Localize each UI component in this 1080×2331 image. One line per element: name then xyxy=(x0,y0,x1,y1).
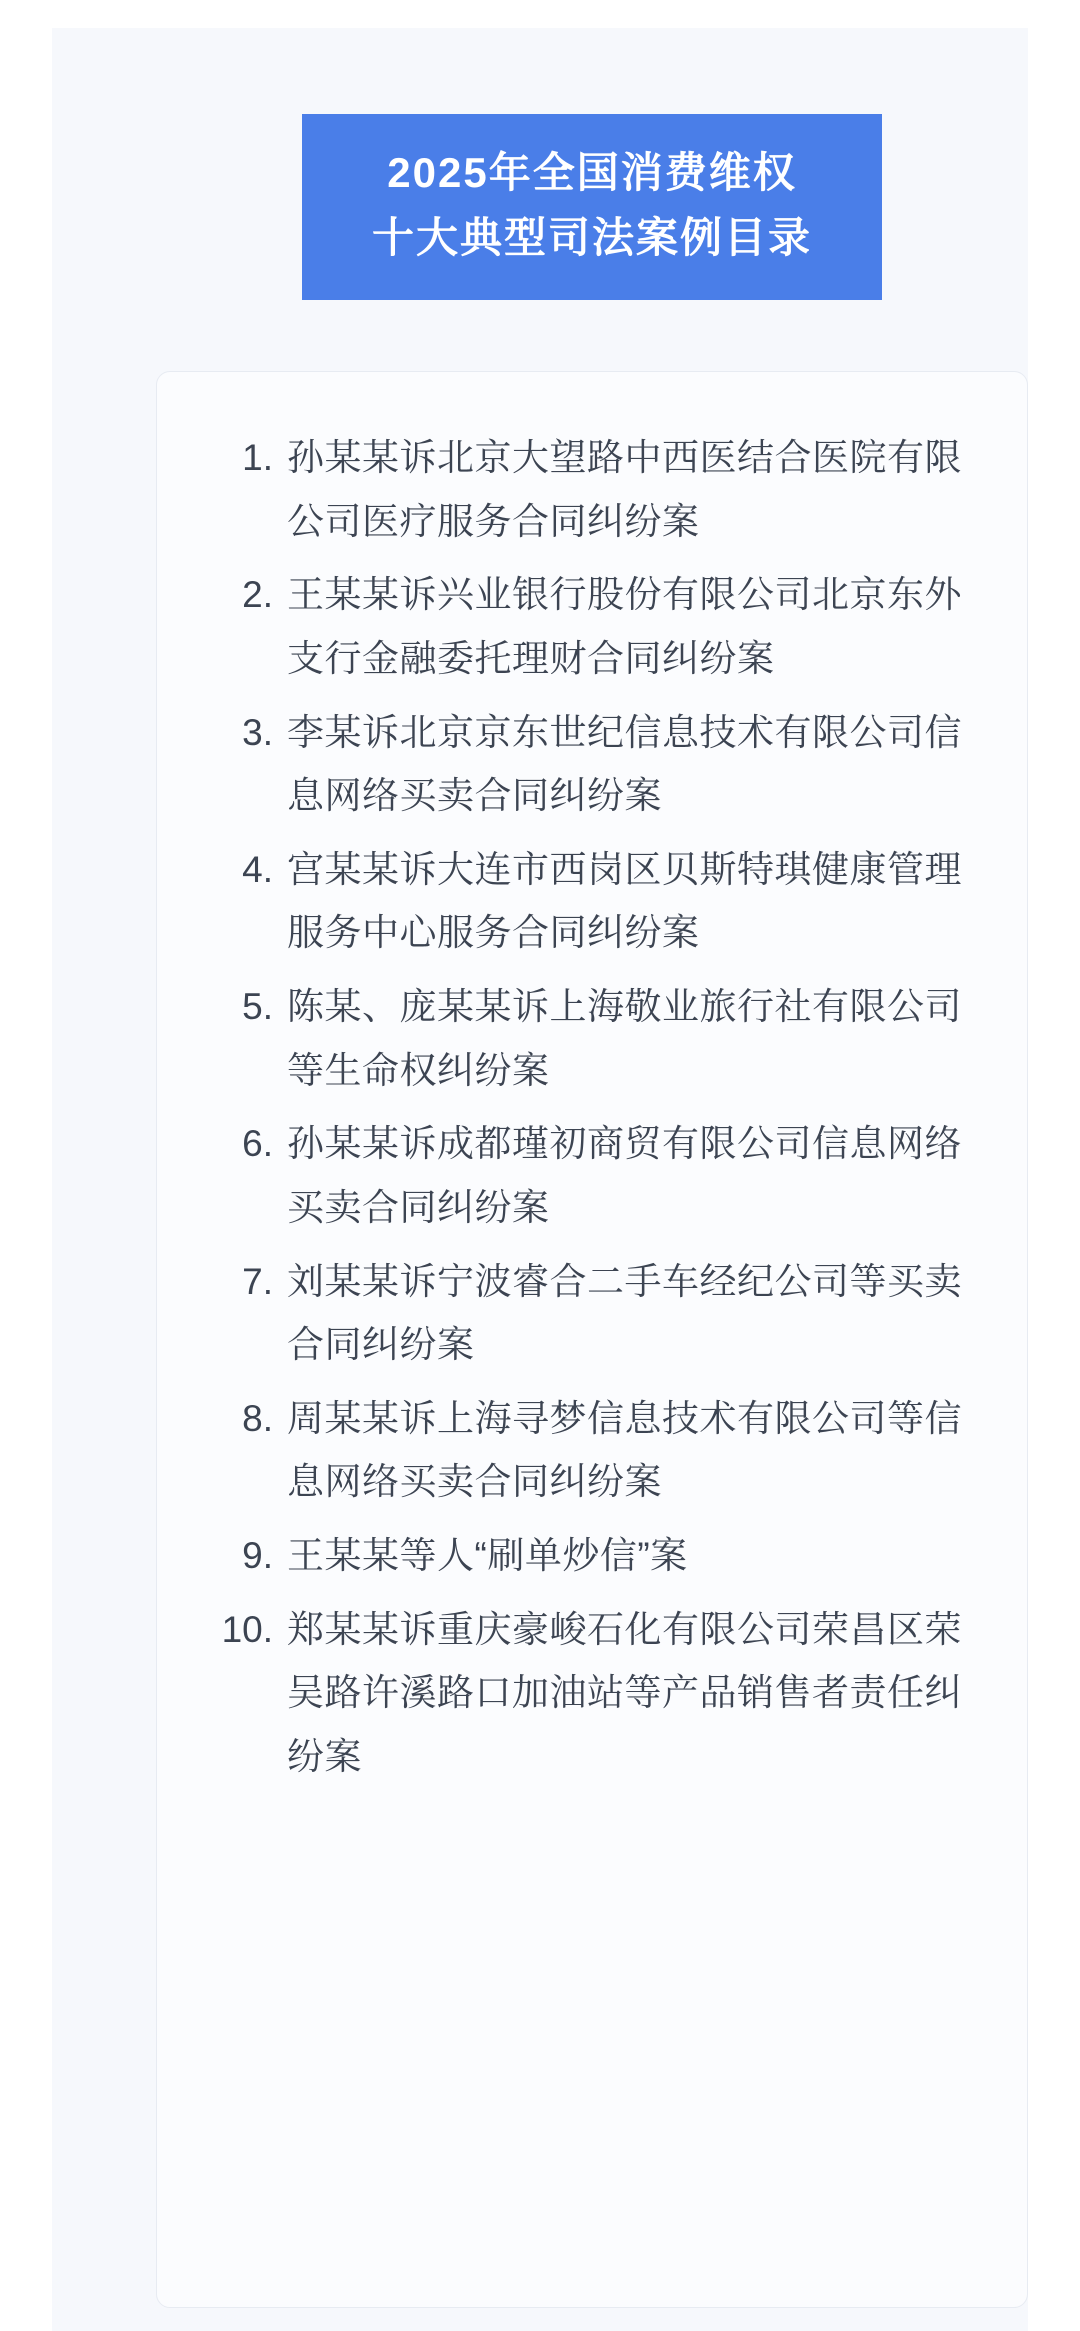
list-item-label: 李某诉北京京东世纪信息技术有限公司信息网络买卖合同纠纷案 xyxy=(287,711,962,817)
list-item-label: 陈某、庞某某诉上海敬业旅行社有限公司等生命权纠纷案 xyxy=(287,986,962,1091)
list-item-number: 5. xyxy=(242,986,273,1027)
list-item-number: 2. xyxy=(242,574,273,616)
list-item-label: 宫某某诉大连市西岗区贝斯特琪健康管理服务中心服务合同纠纷案 xyxy=(287,848,962,954)
list-item xyxy=(205,701,979,828)
list-item xyxy=(205,838,979,965)
list-item xyxy=(205,563,979,690)
list-item-number: 4. xyxy=(242,848,273,890)
list-item xyxy=(205,1250,979,1377)
list-item-label: 刘某某诉宁波睿合二手车经纪公司等买卖合同纠纷案 xyxy=(287,1260,962,1366)
list-item-number: 1. xyxy=(242,437,273,478)
document-title-banner xyxy=(302,114,882,300)
list-item-label: 孙某某诉成都瑾初商贸有限公司信息网络买卖合同纠纷案 xyxy=(287,1123,962,1228)
list-item xyxy=(205,975,979,1102)
list-item-number: 3. xyxy=(242,711,273,753)
case-list xyxy=(157,372,1027,1789)
list-item-label: 王某某诉兴业银行股份有限公司北京东外支行金融委托理财合同纠纷案 xyxy=(287,574,962,679)
list-item xyxy=(205,1112,979,1239)
list-item-label: 周某某诉上海寻梦信息技术有限公司等信息网络买卖合同纠纷案 xyxy=(287,1397,962,1503)
list-item xyxy=(205,426,979,553)
list-item-label: 郑某某诉重庆豪峻石化有限公司荣昌区荣吴路许溪路口加油站等产品销售者责任纠纷案 xyxy=(287,1608,962,1777)
list-item-number: 6. xyxy=(242,1123,273,1165)
list-item-label: 王某某等人“刷单炒信”案 xyxy=(287,1535,688,1576)
list-item-number: 10. xyxy=(221,1608,273,1650)
list-item xyxy=(205,1598,979,1789)
list-item-number: 9. xyxy=(242,1535,273,1576)
list-item-number: 8. xyxy=(242,1397,273,1439)
case-list-card xyxy=(156,371,1028,2308)
list-item xyxy=(205,1524,979,1588)
title-line-2: 十大典型司法案例目录 xyxy=(371,214,812,262)
list-item-number: 7. xyxy=(242,1260,273,1302)
list-item-label: 孙某某诉北京大望路中西医结合医院有限公司医疗服务合同纠纷案 xyxy=(287,437,962,542)
document-sheet xyxy=(52,28,1028,2331)
list-item xyxy=(205,1387,979,1514)
title-line-1: 2025年全国消费维权 xyxy=(387,149,797,196)
